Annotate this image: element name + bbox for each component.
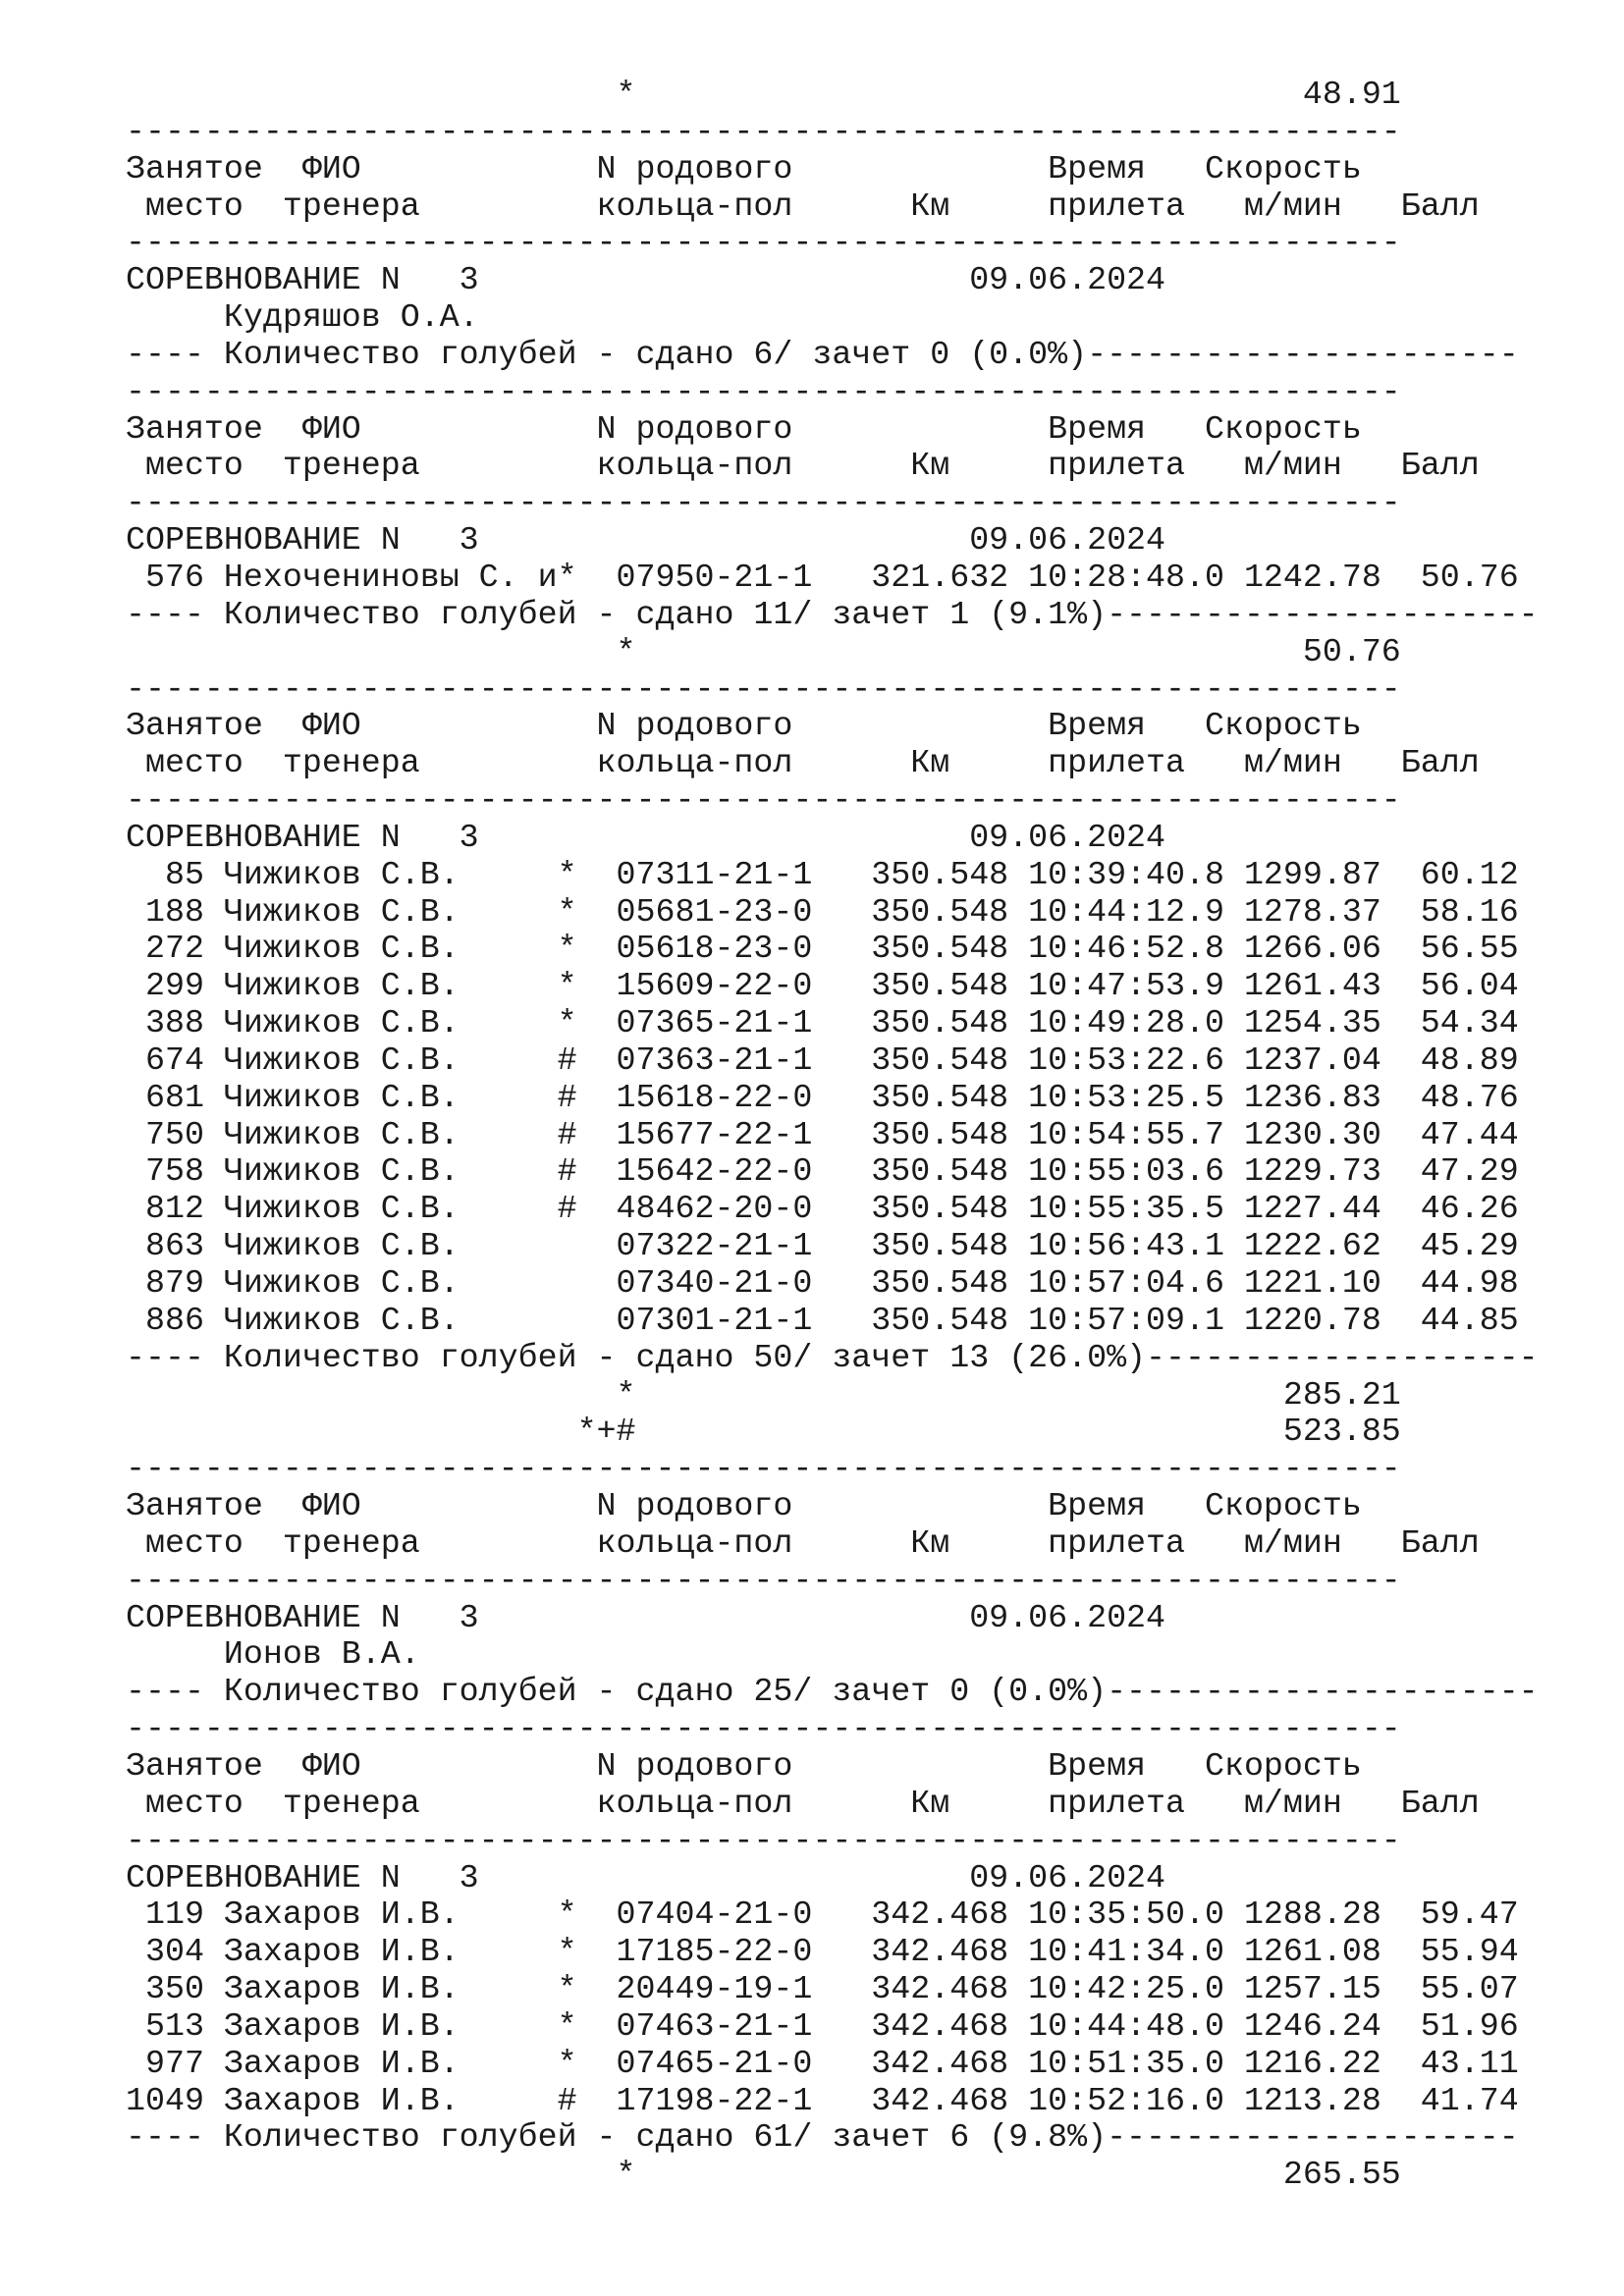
- result-row: 119 Захаров И.В. * 07404-21-0 342.468 10:35:50.0 1288.28 59.47: [126, 1896, 1519, 1934]
- total-line: * 48.91: [126, 76, 1401, 113]
- result-row: 299 Чижиков С.В. * 15609-22-0 350.548 10:47:53.9 1261.43 56.04: [126, 967, 1519, 1005]
- competition-header: СОРЕВНОВАНИЕ N 3 09.06.2024: [126, 521, 1166, 560]
- column-header: место тренера кольца-пол Км прилета м/мин Балл: [126, 1523, 1480, 1562]
- result-row: 977 Захаров И.В. * 07465-21-0 342.468 10:51:35.0 1216.22 43.11: [126, 2044, 1519, 2082]
- column-header: Занятое ФИО N родового Время Скорость: [126, 149, 1362, 187]
- competition-header: СОРЕВНОВАНИЕ N 3 09.06.2024: [126, 261, 1166, 299]
- result-row: 758 Чижиков С.В. # 15642-22-0 350.548 10:55:03.6 1229.73 47.29: [126, 1152, 1519, 1191]
- summary-line: ---- Количество голубей - сдано 61/ зачет 6 (9.8%)---------------------: [126, 2118, 1519, 2157]
- results-document: [126, 77, 1539, 2194]
- text-line: Кудряшов О.А.: [126, 298, 479, 337]
- result-row: 576 Нехочениновы С. и* 07950-21-1 321.632 10:28:48.0 1242.78 50.76: [126, 558, 1519, 596]
- separator-line: -----------------------------------------------------------------: [126, 484, 1401, 522]
- separator-line: -----------------------------------------------------------------: [126, 1821, 1401, 1859]
- separator-line: -----------------------------------------------------------------: [126, 372, 1401, 410]
- separator-line: -----------------------------------------------------------------: [126, 781, 1401, 820]
- column-header: место тренера кольца-пол Км прилета м/мин Балл: [126, 1784, 1480, 1822]
- result-row: 674 Чижиков С.В. # 07363-21-1 350.548 10:53:22.6 1237.04 48.89: [126, 1041, 1519, 1079]
- separator-line: -----------------------------------------------------------------: [126, 1450, 1401, 1488]
- result-row: 188 Чижиков С.В. * 05681-23-0 350.548 10:44:12.9 1278.37 58.16: [126, 892, 1519, 931]
- summary-line: ---- Количество голубей - сдано 6/ зачет 0 (0.0%)----------------------: [126, 335, 1519, 373]
- result-row: 750 Чижиков С.В. # 15677-22-1 350.548 10:54:55.7 1230.30 47.44: [126, 1115, 1519, 1153]
- result-row: 681 Чижиков С.В. # 15618-22-0 350.548 10:53:25.5 1236.83 48.76: [126, 1078, 1519, 1116]
- column-header: Занятое ФИО N родового Время Скорость: [126, 1746, 1362, 1785]
- separator-line: -----------------------------------------------------------------: [126, 1561, 1401, 1599]
- total-line: * 50.76: [126, 632, 1401, 670]
- column-header: Занятое ФИО N родового Время Скорость: [126, 409, 1362, 448]
- summary-line: ---- Количество голубей - сдано 25/ зачет 0 (0.0%)----------------------: [126, 1673, 1539, 1711]
- summary-line: ---- Количество голубей - сдано 11/ зачет 1 (9.1%)----------------------: [126, 595, 1539, 633]
- column-header: место тренера кольца-пол Км прилета м/мин Балл: [126, 187, 1480, 225]
- text-line: Ионов В.А.: [126, 1635, 420, 1674]
- result-row: 272 Чижиков С.В. * 05618-23-0 350.548 10:46:52.8 1266.06 56.55: [126, 930, 1519, 968]
- result-row: 863 Чижиков С.В. 07322-21-1 350.548 10:56:43.1 1222.62 45.29: [126, 1227, 1519, 1265]
- column-header: место тренера кольца-пол Км прилета м/мин Балл: [126, 744, 1480, 782]
- separator-line: -----------------------------------------------------------------: [126, 1710, 1401, 1748]
- result-row: 879 Чижиков С.В. 07340-21-0 350.548 10:57:04.6 1221.10 44.98: [126, 1264, 1519, 1302]
- total-line: *+# 523.85: [126, 1413, 1401, 1451]
- result-row: 304 Захаров И.В. * 17185-22-0 342.468 10:41:34.0 1261.08 55.94: [126, 1933, 1519, 1971]
- column-header: Занятое ФИО N родового Время Скорость: [126, 1487, 1362, 1525]
- separator-line: -----------------------------------------------------------------: [126, 112, 1401, 150]
- result-row: 85 Чижиков С.В. * 07311-21-1 350.548 10:39:40.8 1299.87 60.12: [126, 855, 1519, 893]
- competition-header: СОРЕВНОВАНИЕ N 3 09.06.2024: [126, 1858, 1166, 1896]
- result-row: 513 Захаров И.В. * 07463-21-1 342.468 10:44:48.0 1246.24 51.96: [126, 2006, 1519, 2045]
- separator-line: -----------------------------------------------------------------: [126, 669, 1401, 708]
- result-row: 1049 Захаров И.В. # 17198-22-1 342.468 10:52:16.0 1213.28 41.74: [126, 2081, 1519, 2119]
- result-row: 388 Чижиков С.В. * 07365-21-1 350.548 10:49:28.0 1254.35 54.34: [126, 1004, 1519, 1042]
- result-row: 350 Захаров И.В. * 20449-19-1 342.468 10:42:25.0 1257.15 55.07: [126, 1970, 1519, 2008]
- separator-line: -----------------------------------------------------------------: [126, 224, 1401, 262]
- column-header: место тренера кольца-пол Км прилета м/мин Балл: [126, 447, 1480, 485]
- result-row: 886 Чижиков С.В. 07301-21-1 350.548 10:57:09.1 1220.78 44.85: [126, 1301, 1519, 1339]
- summary-line: ---- Количество голубей - сдано 50/ зачет 13 (26.0%)--------------------: [126, 1338, 1539, 1376]
- column-header: Занятое ФИО N родового Время Скорость: [126, 707, 1362, 745]
- competition-header: СОРЕВНОВАНИЕ N 3 09.06.2024: [126, 818, 1166, 856]
- competition-header: СОРЕВНОВАНИЕ N 3 09.06.2024: [126, 1598, 1166, 1636]
- result-row: 812 Чижиков С.В. # 48462-20-0 350.548 10:55:35.5 1227.44 46.26: [126, 1190, 1519, 1228]
- total-line: * 285.21: [126, 1375, 1401, 1414]
- total-line: * 265.55: [126, 2156, 1401, 2194]
